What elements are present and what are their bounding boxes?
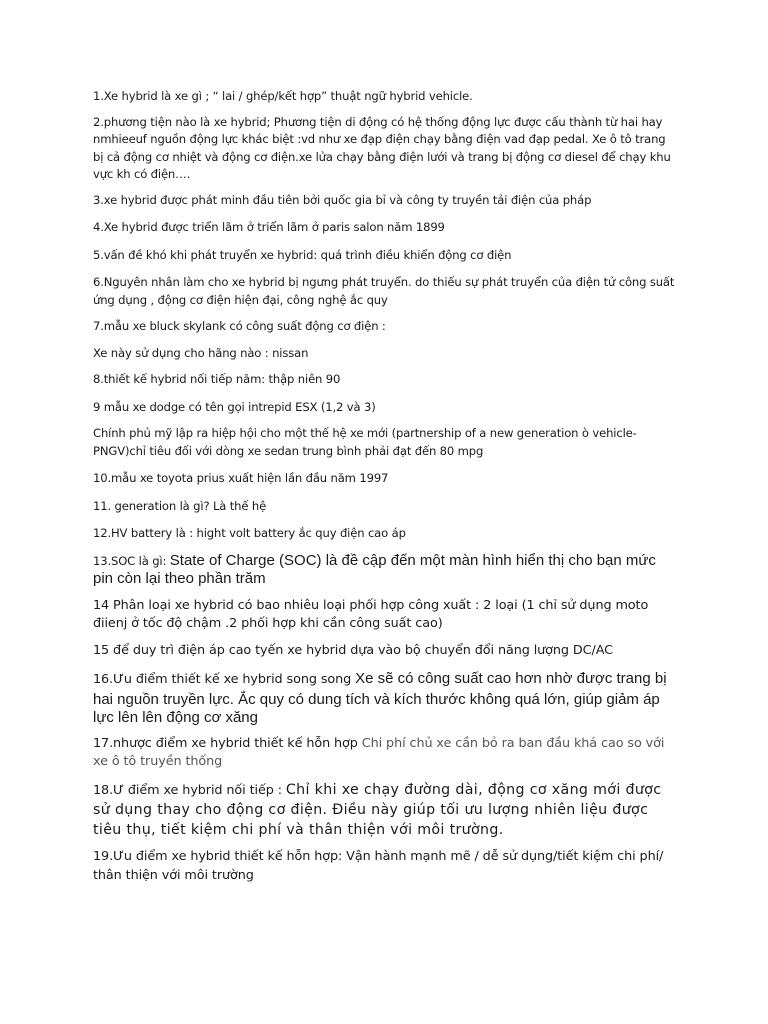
item-5: 5.vấn đề khó khi phát truyển xe hybrid: quá trình điều khiển động cơ điện (93, 247, 512, 262)
item-16-prefix: 16.Ưu điểm thiết kế xe hybrid song song (93, 672, 356, 687)
item-1: 1.Xe hybrid là xe gì ; “ lai / ghép/kết hợp” thuật ngữ hybrid vehicle. (93, 89, 473, 103)
item-8: 8.thiết kế hybrid nối tiếp năm: thập niên 90 (93, 372, 341, 386)
item-2: 2.phương tiện nào là xe hybrid; Phương tiện di động có hệ thống động lực được cấu thành từ hai hay nmhieeuf nguồn động lực khác biệt :vd như xe đạp điện chạy bằng điện vad đạp pedal. Xe ô tô trang bị cả động cơ nhiệt và động cơ điện.xe lửa chạy bằng điện lưới và trang bị động cơ diesel để chạy khu vực kh có điện…. (93, 114, 671, 181)
item-16-body: Xe sẽ có công suất cao hơn nhờ được trang bị hai nguồn truyền lực. Ắc quy có dung tích và kích thước không quá lớn, giúp giảm áp lực lên lên động cơ xăng (93, 670, 667, 726)
item-13 (93, 552, 678, 588)
item-3: 3.xe hybrid được phát minh đầu tiên bởi quốc gia bỉ và công ty truyền tải điện của pháp (93, 192, 592, 207)
item-14: 14 Phân loại xe hybrid có bao nhiêu loại phối hợp công xuất : 2 loại (1 chỉ sử dụng moto điienj ở tốc độ chậm .2 phối hợp khi cần công suất cao) (93, 597, 649, 631)
item-16 (93, 669, 678, 727)
item-6: 6.Nguyên nhân làm cho xe hybrid bị ngưng phát truyển. do thiếu sự phát truyển của điện tử công suất ứng dụng , động cơ điện hiện đại, công nghệ ắc quy (93, 275, 675, 307)
item-17 (93, 735, 678, 772)
item-17-prefix: 17.nhược điểm xe hybrid thiết kế hỗn hợp (93, 735, 362, 751)
item-13-body: State of Charge (SOC) là đề cập đến một màn hình hiển thị cho bạn mức pin còn lại theo phần trăm (93, 551, 656, 587)
document-body (93, 86, 678, 885)
item-12: 12.HV battery là : hight volt battery ắc quy điện cao áp (93, 526, 406, 540)
item-7: 7.mẫu xe bluck skylank có công suất động cơ điện : (93, 319, 386, 333)
item-17-body: Chi phí chủ xe cần bỏ ra ban đầu khá cao so với xe ô tô truyền thống (93, 735, 665, 769)
item-15: 15 để duy trì điện áp cao tyến xe hybrid dựa vào bộ chuyển đổi năng lượng DC/AC (93, 642, 613, 658)
item-10: 10.mẫu xe toyota prius xuất hiện lần đầu năm 1997 (93, 471, 389, 485)
item-11: 11. generation là gì? Là thế hệ (93, 498, 267, 513)
item-7-note: Xe này sử dụng cho hãng nào : nissan (93, 345, 309, 360)
item-19: 19.Ưu điểm xe hybrid thiết kế hỗn hợp: Vận hành mạnh mẽ / dễ sử dụng/tiết kiệm chi phí/ thân thiện với môi trường (93, 849, 664, 883)
item-9-note: Chính phủ mỹ lập ra hiệp hội cho một thế hệ xe mới (partnership of a new generation ò vehicle-PNGV)chỉ tiêu đối với dòng xe sedan trung bình phải đạt đến 80 mpg (93, 426, 637, 458)
item-18 (93, 780, 678, 840)
item-4: 4.Xe hybrid được triển lãm ở triển lãm ở paris salon năm 1899 (93, 220, 445, 234)
item-18-prefix: 18.Ư điểm xe hybrid nối tiếp : (93, 782, 286, 798)
item-9: 9 mẫu xe dodge có tên gọi intrepid ESX (1,2 và 3) (93, 399, 376, 414)
item-18-body: Chỉ khi xe chạy đường dài, động cơ xăng mới được sử dụng thay cho động cơ điện. Điều này giúp tối ưu lượng nhiên liệu được tiêu thụ, tiết kiệm chi phí và thân thiện với môi trường. (93, 781, 662, 838)
item-13-prefix: 13.SOC là gì: (93, 553, 170, 568)
